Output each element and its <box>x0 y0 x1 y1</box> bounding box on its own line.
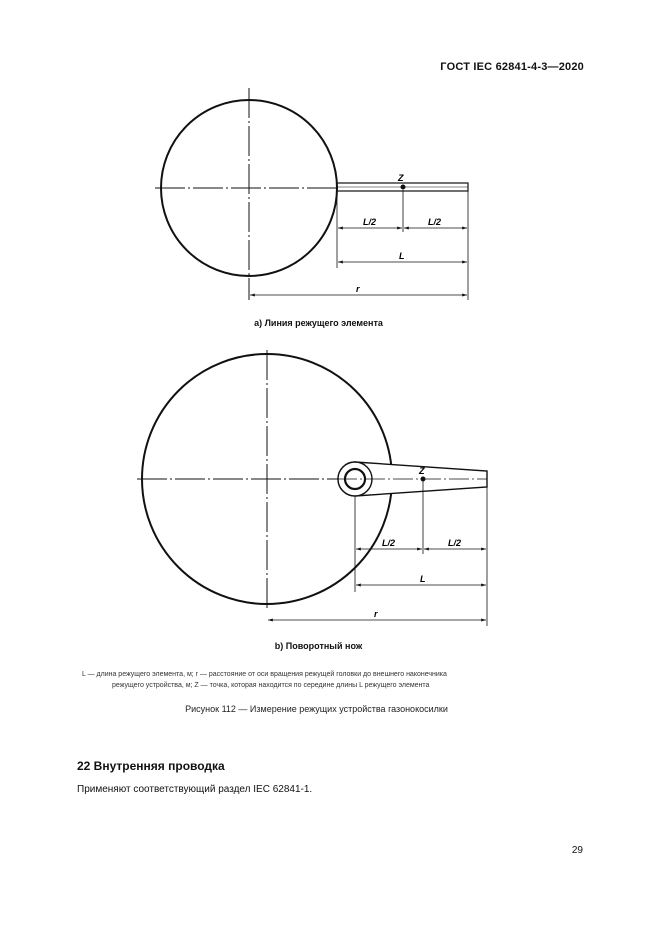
figure-a-line-cutter <box>155 88 468 300</box>
label-radius-b: r <box>374 609 378 619</box>
label-z-b: Z <box>419 466 425 476</box>
figure-b-caption-text: b) Поворотный нож <box>274 641 363 651</box>
legend-line-2: режущего устройства, м; Z — точка, которая находится по середине длины L режущего элемента <box>112 682 430 689</box>
label-length-b: L <box>420 574 426 584</box>
document-header: ГОСТ IEC 62841-4-3—2020 <box>440 61 584 73</box>
label-length-a: L <box>399 251 405 261</box>
label-radius-a: r <box>356 284 360 294</box>
point-z-a <box>401 185 405 189</box>
legend-line-1: L — длина режущего элемента, м; r — расстояние от оси вращения режущей головки до внешнего наконечника <box>82 671 447 678</box>
figure-a-caption <box>0 318 661 328</box>
label-half2-b: L/2 <box>448 538 462 548</box>
label-half2-a: L/2 <box>428 217 442 227</box>
figure-caption <box>0 704 661 714</box>
label-z-a: Z <box>398 173 404 183</box>
figure-b-caption <box>0 641 661 651</box>
figure-caption-text: Рисунок 112 — Измерение режущих устройства газонокосилки <box>185 704 448 714</box>
figure-a-caption-text: a) Линия режущего элемента <box>254 318 383 328</box>
label-half1-b: L/2 <box>382 538 396 548</box>
figure-b-rotary-blade <box>137 350 487 626</box>
label-half1-a: L/2 <box>363 217 377 227</box>
page-number: 29 <box>571 845 583 856</box>
section-title: 22 Внутренняя проводка <box>77 759 225 773</box>
figure-legend <box>82 669 562 691</box>
section-paragraph: Применяют соответствующий раздел IEC 62841-1. <box>77 784 313 795</box>
point-z-b <box>421 477 425 481</box>
